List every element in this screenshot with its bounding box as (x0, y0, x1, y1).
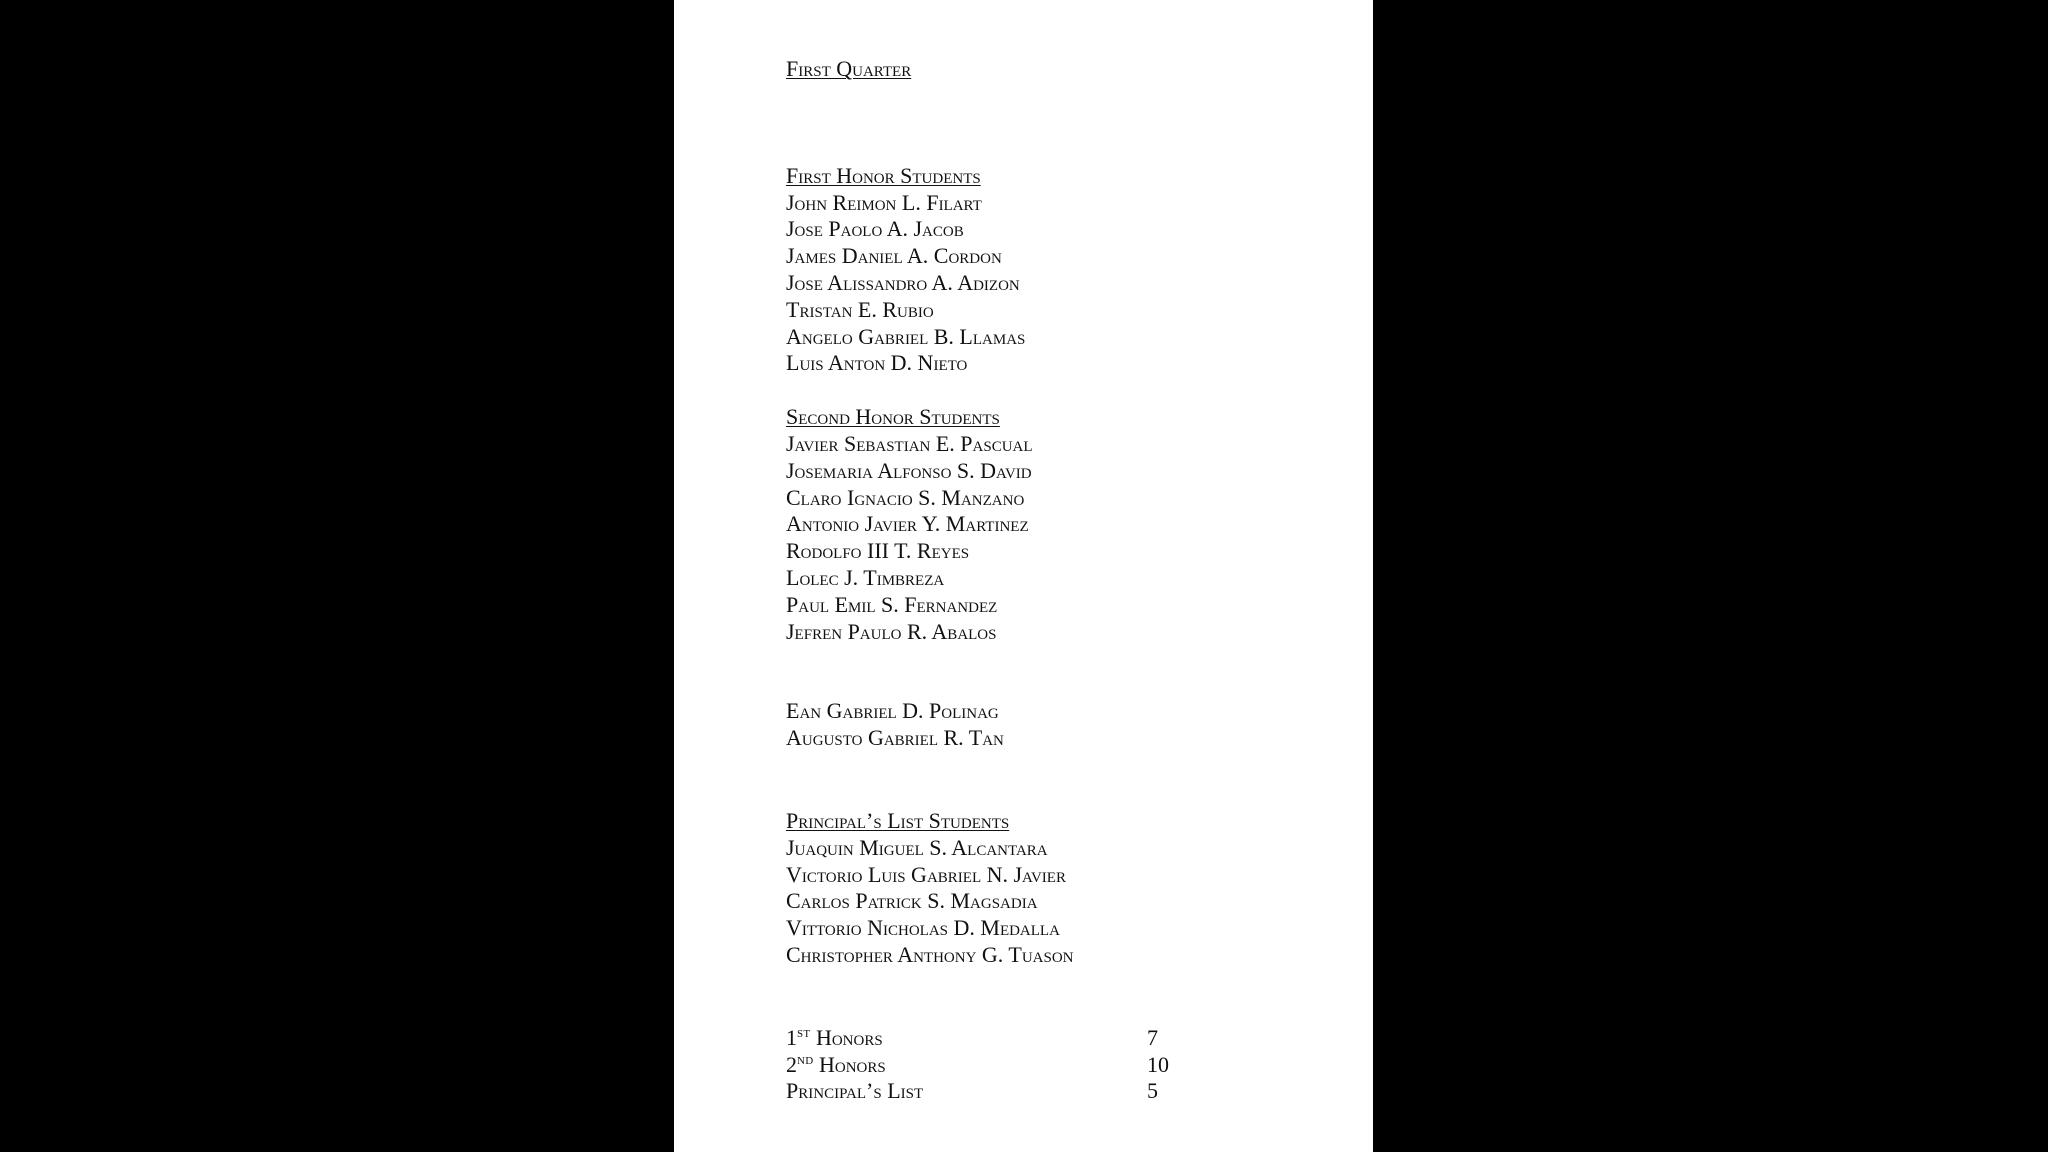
document-page (674, 0, 1373, 1152)
list-item: Juaquin Miguel S. Alcantara (786, 834, 1048, 860)
list-item: Jose Paolo A. Jacob (786, 216, 964, 242)
list-item: Josemaria Alfonso S. David (786, 457, 1032, 483)
list-item: Paul Emil S. Fernandez (786, 591, 998, 617)
honor-roll-document (786, 56, 1346, 1105)
summary-number: 2 (786, 1051, 797, 1077)
list-item: Augusto Gabriel R. Tan (786, 725, 1004, 751)
list-item: Christopher Anthony G. Tuason (786, 941, 1074, 967)
list-item: Jose Alissandro A. Adizon (786, 269, 1020, 295)
list-item: Ean Gabriel D. Polinag (786, 698, 999, 724)
summary-table (786, 1025, 1346, 1105)
summary-row-second-honors (786, 1052, 1346, 1079)
summary-ordinal: ST (797, 1027, 811, 1040)
principals-list-heading: Principal’s List Students (786, 807, 1010, 833)
list-item: James Daniel A. Cordon (786, 243, 1002, 269)
second-honor-list (786, 431, 1346, 645)
list-item: Rodolfo III T. Reyes (786, 538, 970, 564)
second-honor-extra-list (786, 698, 1346, 752)
first-honor-list (786, 190, 1346, 378)
first-honor-heading: First Honor Students (786, 162, 981, 188)
list-item: Tristan E. Rubio (786, 296, 934, 322)
summary-number: 1 (786, 1024, 797, 1050)
summary-count: 5 (1147, 1078, 1158, 1104)
principals-list (786, 835, 1346, 969)
summary-label: Honors (819, 1051, 886, 1077)
summary-row-first-honors (786, 1025, 1346, 1052)
summary-count: 7 (1147, 1024, 1158, 1050)
list-item: Javier Sebastian E. Pascual (786, 430, 1033, 456)
summary-count: 10 (1147, 1051, 1169, 1077)
second-honor-heading: Second Honor Students (786, 404, 1000, 430)
list-item: John Reimon L. Filart (786, 189, 982, 215)
list-item: Vittorio Nicholas D. Medalla (786, 915, 1060, 941)
list-item: Luis Anton D. Nieto (786, 350, 968, 376)
summary-row-principals-list (786, 1078, 1346, 1105)
summary-label: Principal’s List (786, 1078, 924, 1104)
list-item: Angelo Gabriel B. Llamas (786, 323, 1026, 349)
summary-label: Honors (815, 1024, 883, 1050)
quarter-title: First Quarter (786, 56, 912, 81)
list-item: Claro Ignacio S. Manzano (786, 484, 1025, 510)
list-item: Lolec J. Timbreza (786, 564, 945, 590)
summary-ordinal: ND (797, 1054, 814, 1067)
list-item: Jefren Paulo R. Abalos (786, 618, 997, 644)
list-item: Antonio Javier Y. Martinez (786, 511, 1029, 537)
list-item: Victorio Luis Gabriel N. Javier (786, 861, 1066, 887)
list-item: Carlos Patrick S. Magsadia (786, 888, 1038, 914)
